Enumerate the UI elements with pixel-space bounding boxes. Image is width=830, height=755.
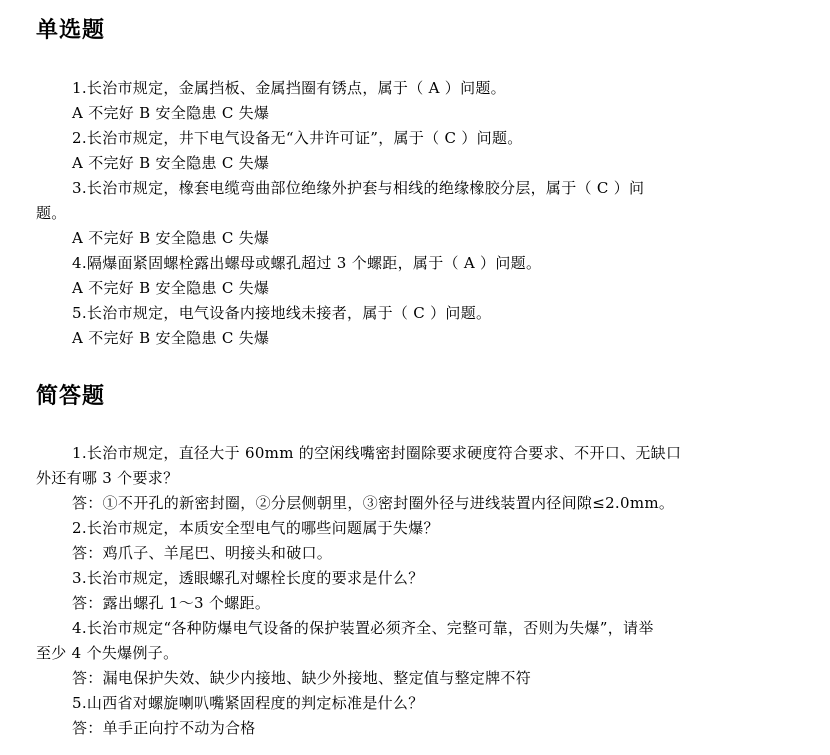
short-answer-3: 答：露出螺孔 1～3 个螺距。 — [72, 594, 271, 612]
question-1-text: 1.长治市规定，金属挡板、金属挡圈有锈点，属于（ A ）问题。 — [72, 79, 506, 97]
short-question-4-text-continued: 至少 4 个失爆例子。 — [36, 644, 179, 662]
section-title-single-choice: 单选题 — [36, 17, 106, 43]
question-4-options: A 不完好 B 安全隐患 C 失爆 — [72, 279, 270, 297]
short-question-2-text: 2.长治市规定，本质安全型电气的哪些问题属于失爆？ — [72, 519, 439, 537]
section-title-short-answer: 简答题 — [36, 383, 106, 409]
short-question-4-text: 4.长治市规定“各种防爆电气设备的保护装置必须齐全、完整可靠，否则为失爆”，请举 — [72, 619, 654, 637]
short-question-1-text: 1.长治市规定，直径大于 60mm 的空闲线嘴密封圈除要求硬度符合要求、不开口、无缺口 — [72, 444, 682, 462]
question-2-text: 2.长治市规定，井下电气设备无“入井许可证”，属于（ C ）问题。 — [72, 129, 523, 147]
short-answer-5: 答：单手正向拧不动为合格 — [72, 719, 256, 737]
short-question-1-text-continued: 外还有哪 3 个要求？ — [36, 469, 179, 487]
question-3-text-continued: 题。 — [36, 204, 67, 222]
short-question-3-text: 3.长治市规定，透眼螺孔对螺栓长度的要求是什么？ — [72, 569, 424, 587]
question-2-options: A 不完好 B 安全隐患 C 失爆 — [72, 154, 270, 172]
question-4-text: 4.隔爆面紧固螺栓露出螺母或螺孔超过 3 个螺距，属于（ A ）问题。 — [72, 254, 542, 272]
question-5-options: A 不完好 B 安全隐患 C 失爆 — [72, 329, 270, 347]
question-5-text: 5.长治市规定，电气设备内接地线未接者，属于（ C ）问题。 — [72, 304, 492, 322]
short-question-5-text: 5.山西省对螺旋喇叭嘴紧固程度的判定标准是什么？ — [72, 694, 424, 712]
short-answer-1: 答：①不开孔的新密封圈，②分层侧朝里，③密封圈外径与进线装置内径间隙≤2.0mm。 — [72, 494, 675, 512]
question-1-options: A 不完好 B 安全隐患 C 失爆 — [72, 104, 270, 122]
question-3-text: 3.长治市规定，橡套电缆弯曲部位绝缘外护套与相线的绝缘橡胶分层，属于（ C ）问 — [72, 179, 645, 197]
short-answer-4: 答：漏电保护失效、缺少内接地、缺少外接地、整定值与整定牌不符 — [72, 669, 532, 687]
short-answer-2: 答：鸡爪子、羊尾巴、明接头和破口。 — [72, 544, 333, 562]
question-3-options: A 不完好 B 安全隐患 C 失爆 — [72, 229, 270, 247]
